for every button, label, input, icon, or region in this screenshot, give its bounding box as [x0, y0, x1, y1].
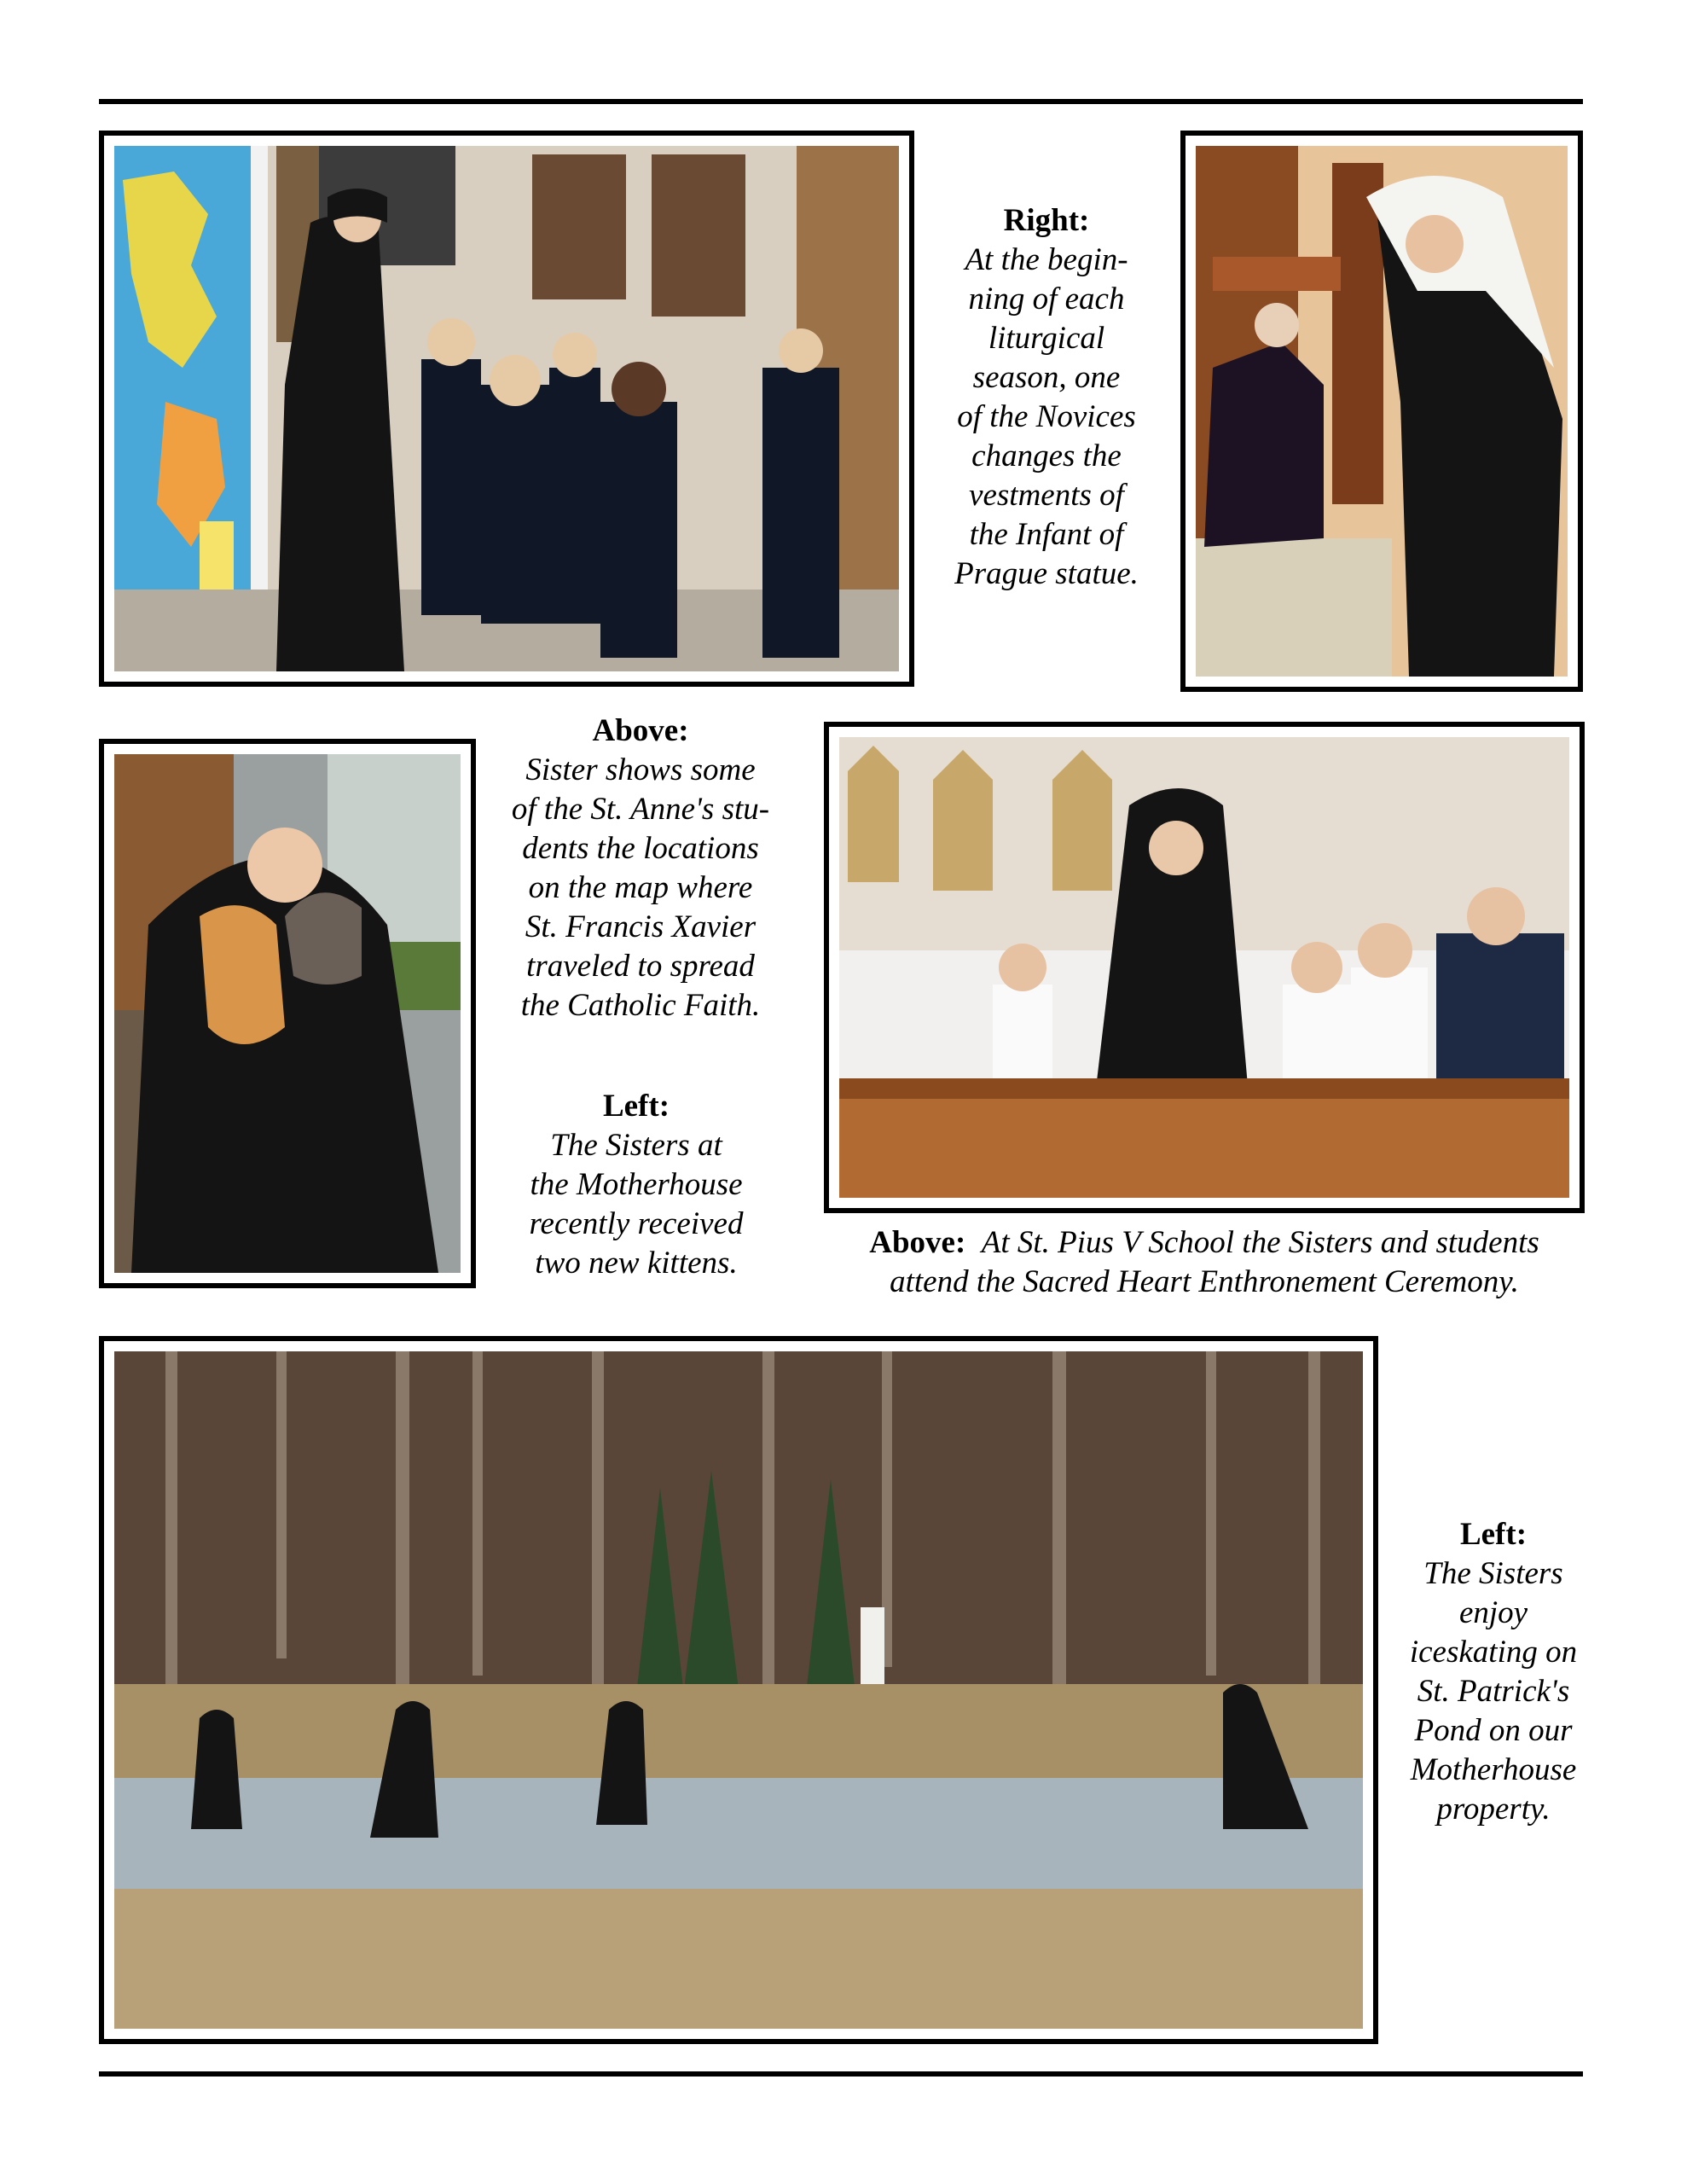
caption-kittens	[508, 1087, 764, 1283]
caption-line: of the St. Anne's stu-	[511, 792, 770, 827]
caption-heading: Left:	[1459, 1517, 1528, 1552]
caption-line: The Sisters	[1423, 1556, 1563, 1591]
caption-line: changes the	[971, 439, 1122, 473]
caption-line: St. Francis Xavier	[525, 909, 757, 944]
caption-map-class	[491, 712, 790, 1025]
caption-enthronement-line1	[824, 1223, 1585, 1263]
caption-iceskating	[1395, 1515, 1591, 1829]
caption-line: Prague statue.	[954, 556, 1139, 591]
caption-line: on the map where	[528, 870, 753, 905]
caption-heading: Above:	[869, 1225, 966, 1260]
caption-heading: Left:	[602, 1089, 670, 1124]
caption-line: traveled to spread	[526, 949, 755, 984]
caption-heading: Right:	[1003, 203, 1090, 238]
caption-line: season, one	[972, 360, 1121, 395]
caption-line: the Infant of	[969, 517, 1124, 552]
caption-line: Motherhouse	[1410, 1752, 1577, 1787]
caption-infant-prague	[931, 201, 1162, 594]
caption-line: iceskating on	[1409, 1635, 1578, 1670]
caption-line: attend the Sacred Heart Enthronement Ceremony.	[890, 1264, 1519, 1299]
caption-line: property.	[1436, 1792, 1551, 1827]
caption-line: recently received	[529, 1206, 744, 1241]
caption-line: Pond on our	[1414, 1713, 1573, 1748]
photo-kittens	[114, 754, 461, 1273]
photo-infant-prague	[1196, 146, 1568, 677]
caption-line: The Sisters at	[550, 1128, 722, 1163]
caption-line: St. Patrick's	[1417, 1674, 1570, 1709]
caption-line: liturgical	[988, 321, 1105, 356]
caption-line: dents the locations	[522, 831, 759, 866]
photo-map-class	[114, 146, 899, 671]
caption-line: At the begin-	[965, 242, 1128, 277]
caption-line: At St. Pius V School the Sisters and students	[981, 1225, 1539, 1260]
caption-line: Sister shows some	[525, 752, 756, 787]
caption-line: ning of each	[968, 282, 1125, 317]
caption-line: enjoy	[1458, 1595, 1528, 1630]
photo-enthronement	[839, 737, 1569, 1198]
caption-line: the Motherhouse	[530, 1167, 743, 1202]
bottom-rule	[99, 2071, 1583, 2077]
caption-line: of the Novices	[957, 399, 1136, 434]
caption-line: two new kittens.	[535, 1246, 738, 1281]
caption-line: the Catholic Faith.	[520, 988, 761, 1023]
caption-line: vestments of	[969, 478, 1124, 513]
caption-enthronement	[824, 1223, 1585, 1302]
top-rule	[99, 99, 1583, 104]
photo-iceskating	[114, 1351, 1363, 2029]
caption-heading: Above:	[592, 713, 689, 748]
